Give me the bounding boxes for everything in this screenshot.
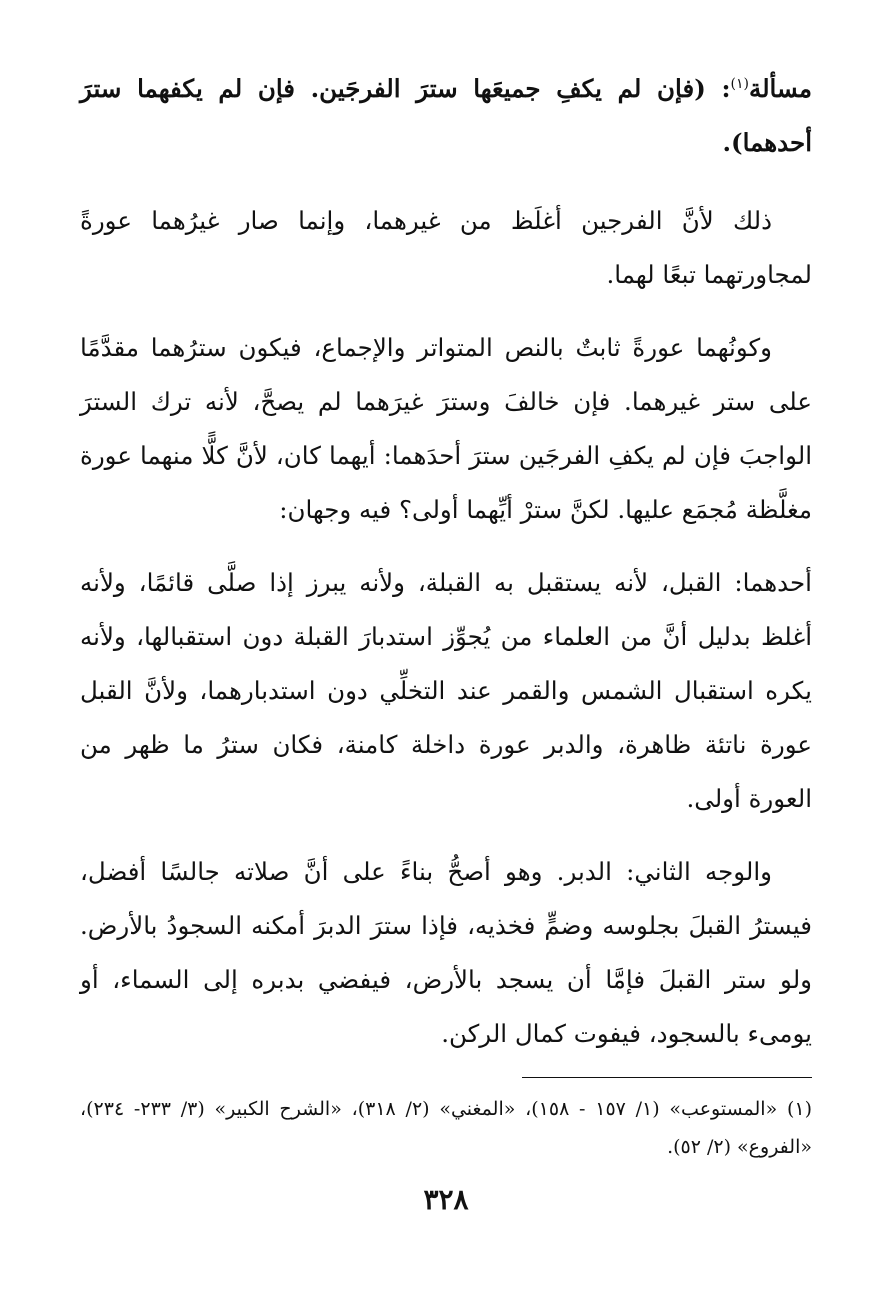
footnote-divider — [522, 1077, 812, 1078]
paragraph-4: والوجه الثاني: الدبر. وهو أصحُّ بناءً على أنَّ صلاته جالسًا أفضل، فيسترُ القبلَ بجلوسه وضمٍّ فخذيه، فإذا سترَ الدبرَ أمكنه السجودُ بالأرض. ولو ستر القبلَ فإمَّا أن يسجد بالأرض، فيفضي بدبره إلى السماء، أو يومىء بالسجود، فيفوت كمال الركن. — [80, 857, 812, 1048]
issue-heading — [80, 62, 812, 170]
page-number: ٣٢٨ — [423, 1183, 469, 1216]
heading-colon: : — [721, 74, 731, 103]
issue-label: مسألة — [748, 74, 812, 103]
paragraph-1: ذلك لأنَّ الفرجين أغلَظ من غيرهما، وإنما صار غيرُهما عورةً لمجاورتهما تبعًا لهما. — [80, 206, 812, 289]
page-body — [80, 62, 812, 1080]
paragraph-3: أحدهما: القبل، لأنه يستقبل به القبلة، ولأنه يبرز إذا صلَّى قائمًا، ولأنه أغلظ بدليل أنَّ من العلماء من يُجوِّز استدبارَ القبلة دون استقبالها، ولأنه يكره استقبال الشمس والقمر عند التخلِّي دون استدبارهما، ولأنَّ القبل عورة ناتئة ظاهرة، والدبر عورة داخلة كامنة، فكان سترُ ما ظهر من العورة أولى. — [80, 568, 812, 813]
paragraph-2: وكونُهما عورةً ثابتٌ بالنص المتواتر والإجماع، فيكون سترُهما مقدَّمًا على ستر غيرهما. فإن خالفَ وسترَ غيرَهما لم يصحَّ، لأنه ترك السترَ الواجبَ فإن لم يكفِ الفرجَين سترَ أحدَهما: أيهما كان، لأنَّ كلًّا منهما عورة مغلَّظة مُجمَع عليها. لكنَّ سترْ أيِّهما أولى؟ فيه وجهان: — [80, 333, 812, 524]
issue-text: (فإن لم يكفِ جميعَها سترَ الفرجَين. فإن لم يكفهما سترَ أحدهما). — [80, 74, 812, 157]
footnote-ref[interactable]: (١) — [730, 75, 749, 92]
footnote: (١) «المستوعب» (١/ ١٥٧ - ١٥٨)، «المغني» (٢/ ٣١٨)، «الشرح الكبير» (٣/ ٢٣٣- ٢٣٤)، «الفروع» (٢/ ٥٢). — [80, 1098, 813, 1158]
